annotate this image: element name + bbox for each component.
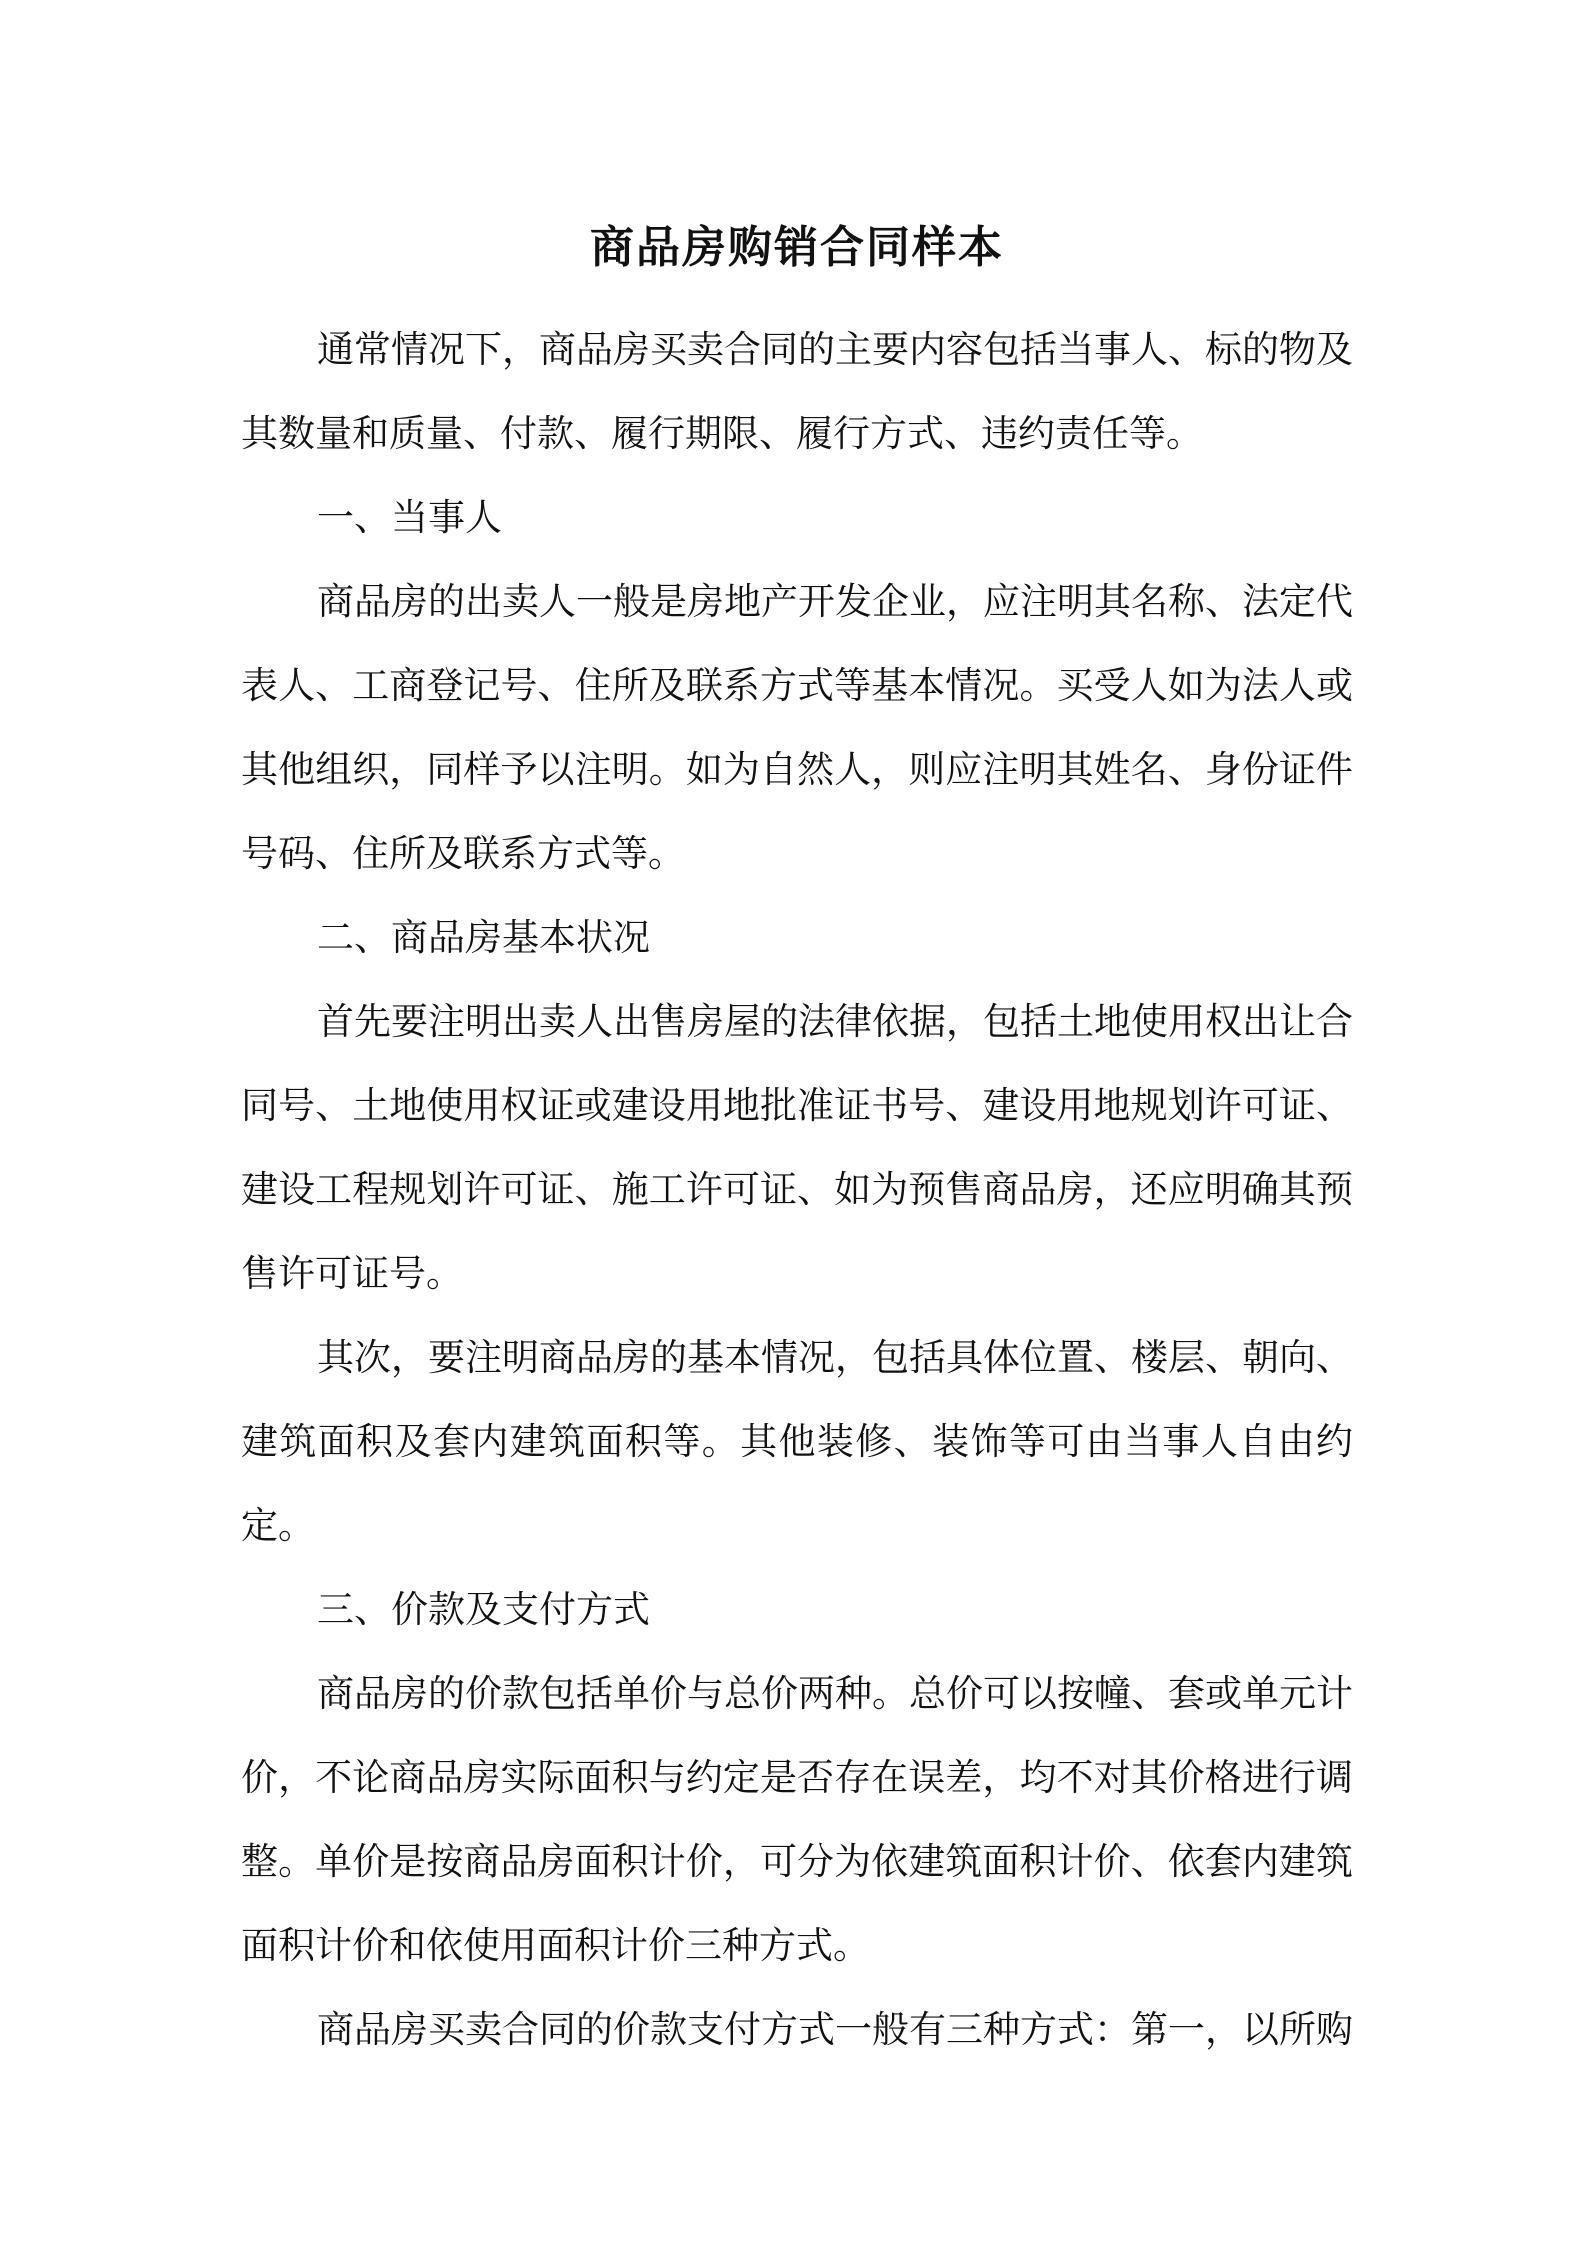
paragraph-property-details: 其次，要注明商品房的基本情况，包括具体位置、楼层、朝向、建筑面积及套内建筑面积等。其他装修、装饰等可由当事人自由约定。 [241,1336,1353,1547]
paragraph-intro: 通常情况下，商品房买卖合同的主要内容包括当事人、标的物及其数量和质量、付款、履行期限、履行方式、违约责任等。 [241,328,1353,455]
section-heading-1: 一、当事人 [317,496,502,539]
paragraph-parties: 商品房的出卖人一般是房地产开发企业，应注明其名称、法定代表人、工商登记号、住所及联系方式等基本情况。买受人如为法人或其他组织，同样予以注明。如为自然人，则应注明其姓名、身份证件号码、住所及联系方式等。 [241,580,1353,875]
paragraph-price: 商品房的价款包括单价与总价两种。总价可以按幢、套或单元计价，不论商品房实际面积与约定是否存在误差，均不对其价格进行调整。单价是按商品房面积计价，可分为依建筑面积计价、依套内建筑面积计价和依使用面积计价三种方式。 [241,1672,1353,1967]
section-heading-3: 三、价款及支付方式 [317,1588,650,1631]
document-page [241,200,1353,2072]
paragraph-payment: 商品房买卖合同的价款支付方式一般有三种方式：第一，以所购 [317,2008,1353,2051]
document-title: 商品房购销合同样本 [590,222,1004,273]
section-heading-2: 二、商品房基本状况 [317,916,650,959]
paragraph-legal-basis: 首先要注明出卖人出售房屋的法律依据，包括土地使用权出让合同号、土地使用权证或建设用地批准证书号、建设用地规划许可证、建设工程规划许可证、施工许可证、如为预售商品房，还应明确其预售许可证号。 [241,1000,1353,1295]
